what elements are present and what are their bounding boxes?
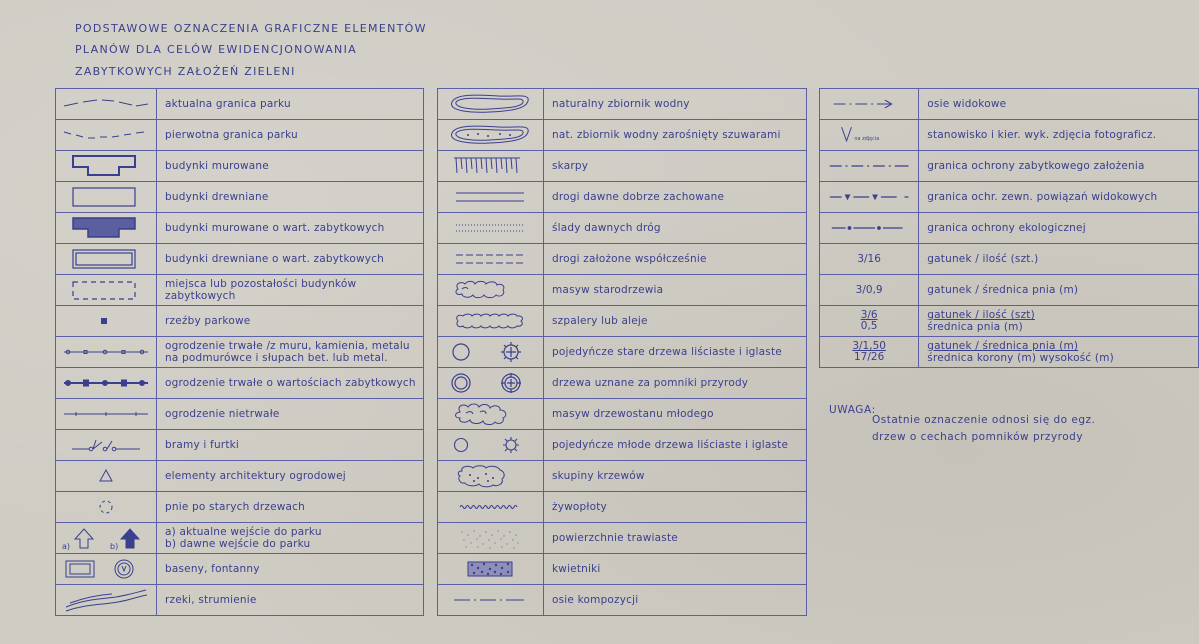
legend-label: osie kompozycji — [544, 585, 807, 616]
photo-viewpoint-caption: na zdjęcia — [854, 135, 880, 142]
legend-row — [820, 306, 1199, 337]
lawns-symbol — [438, 523, 543, 553]
legend-row — [438, 585, 807, 616]
legend-row — [56, 523, 424, 554]
legend-row — [438, 399, 807, 430]
legend-row — [820, 244, 1199, 275]
visual-connections-boundary-symbol — [820, 182, 918, 212]
legend-title-line-3: ZABYTKOWYCH ZAŁOŻEŃ ZIELENI — [75, 65, 296, 78]
legend-row — [56, 461, 424, 492]
legend-row — [438, 523, 807, 554]
historic-masonry-building-symbol — [56, 213, 156, 243]
legend-label: drogi założone współcześnie — [544, 244, 807, 275]
note-title: UWAGA: — [829, 404, 876, 416]
legend-row — [56, 275, 424, 306]
legend-label — [919, 306, 1199, 337]
legend-label: ogrodzenie trwałe o wartościach zabytkowych — [157, 368, 424, 399]
composition-axes-symbol — [438, 585, 543, 615]
legend-row — [56, 213, 424, 244]
legend-label: granica ochr. zewn. powiązań widokowych — [919, 182, 1199, 213]
legend-label: rzeźby parkowe — [157, 306, 424, 337]
legend-label: elementy architektury ogrodowej — [157, 461, 424, 492]
legend-row — [820, 89, 1199, 120]
legend-label: osie widokowe — [919, 89, 1199, 120]
legend-row — [438, 182, 807, 213]
old-tree-stand-symbol — [438, 275, 543, 305]
single-young-trees-symbol — [438, 430, 543, 460]
escarpment-symbol — [438, 151, 543, 181]
tree-rows-avenues-symbol — [438, 306, 543, 336]
current-park-boundary-symbol — [56, 89, 156, 119]
fraction-top: 3/1,50 — [852, 340, 886, 352]
fraction-bottom: 0,5 — [860, 320, 878, 332]
legend-row — [56, 554, 424, 585]
legend-label: rzeki, strumienie — [157, 585, 424, 616]
legend-label: pnie po starych drzewach — [157, 492, 424, 523]
legend-row — [820, 120, 1199, 151]
pool-fountain-symbol — [56, 554, 156, 584]
legend-row — [438, 368, 807, 399]
legend-row — [820, 337, 1199, 368]
legend-label: budynki murowane o wart. zabytkowych — [157, 213, 424, 244]
natural-water-body-symbol — [438, 89, 543, 119]
temporary-fence-symbol — [56, 399, 156, 429]
legend-label: pierwotna granica parku — [157, 120, 424, 151]
legend-label: granica ochrony ekologicznej — [919, 213, 1199, 244]
legend-row — [438, 151, 807, 182]
monument-tree-sample — [820, 337, 918, 367]
entrance-tag-a: a) — [62, 542, 71, 551]
legend-label: stanowisko i kier. wyk. zdjęcia fotograficz. — [919, 120, 1199, 151]
legend-table-vegetation — [437, 88, 807, 616]
masonry-building-symbol — [56, 151, 156, 181]
legend-table-protection — [819, 88, 1199, 368]
legend-row — [820, 213, 1199, 244]
legend-label-bottom: średnica korony (m) wysokość (m) — [927, 352, 1114, 364]
permanent-fence-symbol — [56, 337, 156, 367]
legend-label: ogrodzenie nietrwałe — [157, 399, 424, 430]
legend-row — [438, 306, 807, 337]
heritage-protection-boundary-symbol — [820, 151, 918, 181]
legend-label — [919, 337, 1199, 368]
park-entrance-symbol — [56, 523, 156, 553]
river-symbol — [56, 585, 156, 615]
fraction-bottom: 17/26 — [854, 351, 885, 363]
species-count-sample: 3/16 — [857, 253, 881, 265]
legend-row — [820, 182, 1199, 213]
view-axes-symbol — [820, 89, 918, 119]
legend-label: skarpy — [544, 151, 807, 182]
legend-label: pojedyńcze stare drzewa liściaste i iglaste — [544, 337, 807, 368]
entrance-label-b: b) dawne wejście do parku — [165, 538, 311, 550]
legend-row — [438, 275, 807, 306]
legend-row — [56, 492, 424, 523]
legend-label: masyw starodrzewia — [544, 275, 807, 306]
young-tree-stand-symbol — [438, 399, 543, 429]
old-roads-well-preserved-symbol — [438, 182, 543, 212]
legend-row — [438, 120, 807, 151]
legend-row — [56, 368, 424, 399]
legend-row — [56, 585, 424, 616]
entrance-tag-b: b) — [110, 542, 119, 551]
legend-row — [56, 430, 424, 461]
park-sculpture-symbol — [56, 306, 156, 336]
legend-row — [56, 399, 424, 430]
historic-wooden-building-symbol — [56, 244, 156, 274]
legend-label: granica ochrony zabytkowego założenia — [919, 151, 1199, 182]
building-remains-symbol — [56, 275, 156, 305]
legend-label: kwietniki — [544, 554, 807, 585]
legend-label: szpalery lub aleje — [544, 306, 807, 337]
legend-label: baseny, fontanny — [157, 554, 424, 585]
note-line-2: drzew o cechach pomników przyrody — [872, 431, 1084, 443]
legend-row — [56, 89, 424, 120]
legend-row — [438, 492, 807, 523]
legend-label: masyw drzewostanu młodego — [544, 399, 807, 430]
natural-monument-trees-symbol — [438, 368, 543, 398]
fraction-top: 3/6 — [860, 309, 878, 321]
legend-label-bottom: średnica pnia (m) — [927, 321, 1023, 333]
legend-label: gatunek / ilość (szt.) — [919, 244, 1199, 275]
legend-label: skupiny krzewów — [544, 461, 807, 492]
gate-symbol — [56, 430, 156, 460]
legend-row — [56, 151, 424, 182]
legend-row — [820, 151, 1199, 182]
legend-label: ślady dawnych dróg — [544, 213, 807, 244]
photo-viewpoint-symbol — [820, 120, 918, 150]
legend-label: budynki drewniane — [157, 182, 424, 213]
old-roads-traces-symbol — [438, 213, 543, 243]
legend-label: ogrodzenie trwałe /z muru, kamienia, metalu na podmurówce i słupach bet. lub metal. — [157, 337, 424, 368]
garden-architecture-symbol — [56, 461, 156, 491]
legend-row — [56, 182, 424, 213]
species-diameter-sample: 3/0,9 — [855, 284, 883, 296]
legend-label: gatunek / średnica pnia (m) — [919, 275, 1199, 306]
legend-label: aktualna granica parku — [157, 89, 424, 120]
legend-label-top: gatunek / średnica pnia (m) — [927, 340, 1079, 352]
entrance-label-a: a) aktualne wejście do parku — [165, 526, 322, 538]
legend-title-line-2: PLANÓW DLA CELÓW EWIDENCJONOWANIA — [75, 43, 357, 56]
legend-row — [438, 89, 807, 120]
legend-table-buildings — [55, 88, 424, 616]
old-tree-stump-symbol — [56, 492, 156, 522]
legend-row — [438, 461, 807, 492]
legend-label — [157, 523, 424, 554]
overgrown-water-body-symbol — [438, 120, 543, 150]
modern-roads-symbol — [438, 244, 543, 274]
species-count-diameter-sample — [820, 306, 918, 336]
historic-fence-symbol — [56, 368, 156, 398]
legend-title-line-1: PODSTAWOWE OZNACZENIA GRAFICZNE ELEMENTÓW — [75, 22, 427, 35]
legend-label: naturalny zbiornik wodny — [544, 89, 807, 120]
ecological-protection-boundary-symbol — [820, 213, 918, 243]
legend-row — [56, 337, 424, 368]
legend-label: bramy i furtki — [157, 430, 424, 461]
hedges-symbol — [438, 492, 543, 522]
original-park-boundary-symbol — [56, 120, 156, 150]
legend-label: drzewa uznane za pomniki przyrody — [544, 368, 807, 399]
legend-row — [438, 244, 807, 275]
legend-row — [56, 244, 424, 275]
legend-label: miejsca lub pozostałości budynków zabytkowych — [157, 275, 424, 306]
legend-row — [56, 120, 424, 151]
legend-label: pojedyńcze młode drzewa liściaste i iglaste — [544, 430, 807, 461]
legend-row — [438, 337, 807, 368]
legend-row — [820, 275, 1199, 306]
single-old-trees-symbol — [438, 337, 543, 367]
legend-label-top: gatunek / ilość (szt) — [927, 309, 1035, 321]
legend-label: nat. zbiornik wodny zarośnięty szuwarami — [544, 120, 807, 151]
legend-label: żywopłoty — [544, 492, 807, 523]
flower-beds-symbol — [438, 554, 543, 584]
legend-label: budynki murowane — [157, 151, 424, 182]
legend-label: powierzchnie trawiaste — [544, 523, 807, 554]
wooden-building-symbol — [56, 182, 156, 212]
note-line-1: Ostatnie oznaczenie odnosi się do egz. — [872, 414, 1096, 426]
legend-row — [438, 213, 807, 244]
legend-label: drogi dawne dobrze zachowane — [544, 182, 807, 213]
legend-row — [56, 306, 424, 337]
shrub-groups-symbol — [438, 461, 543, 491]
legend-label: budynki drewniane o wart. zabytkowych — [157, 244, 424, 275]
legend-row — [438, 554, 807, 585]
legend-row — [438, 430, 807, 461]
